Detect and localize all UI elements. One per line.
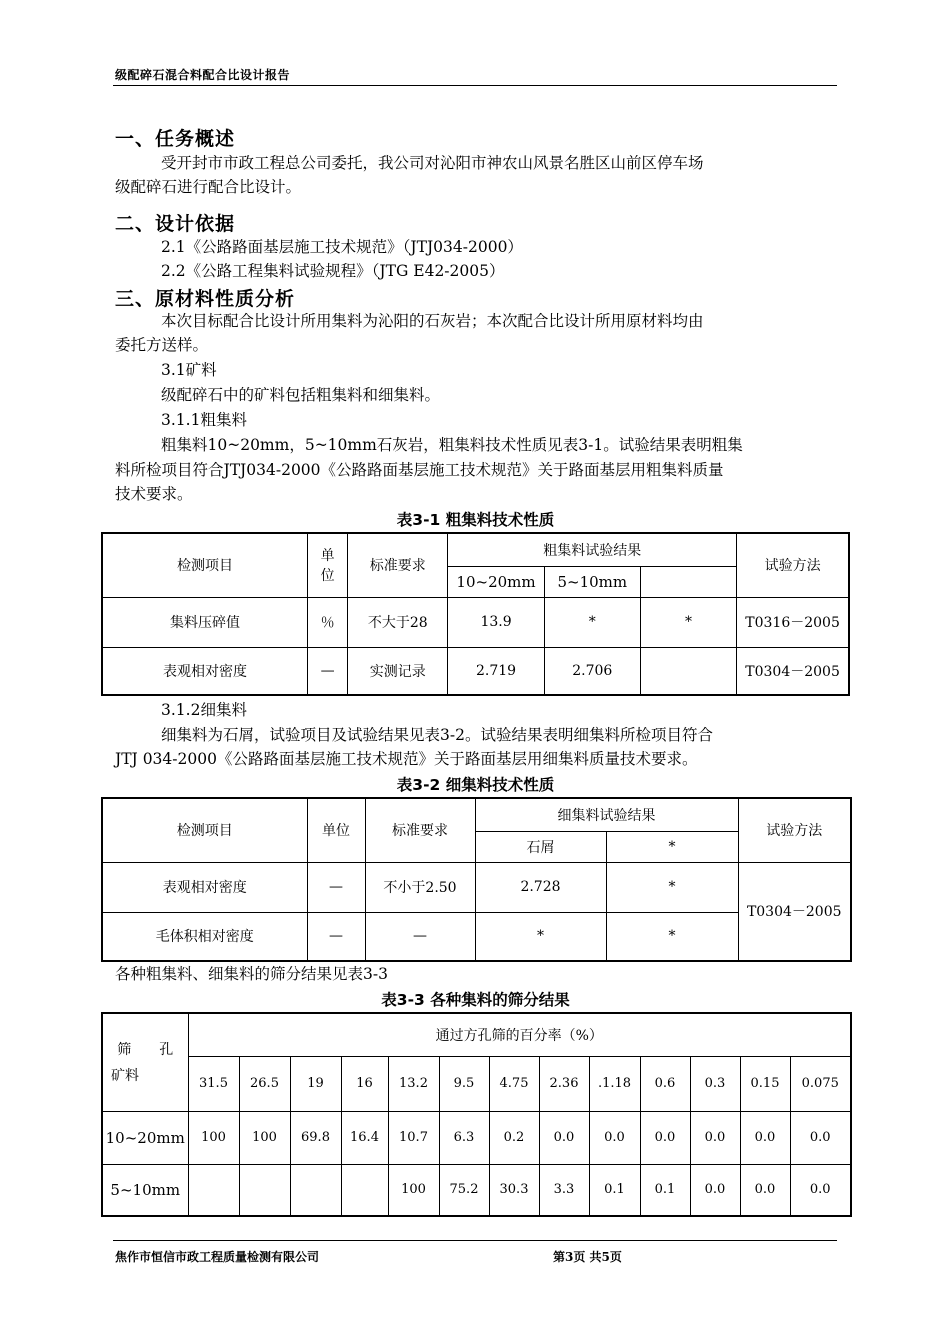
t3-corner-mineral: 矿料 [111,1068,139,1085]
subsection-3-1-1-line2: 料所检项目符合JTJ034-2000《公路路面基层施工技术规范》关于路面基层用粗集料质量 [115,461,724,479]
section-2-item-1: 2.1《公路路面基层施工技术规范》（JTJ034-2000） [161,238,523,256]
subsection-3-1-1-title: 3.1.1粗集料 [161,411,247,429]
t3-value-cell [239,1164,290,1216]
t3-size-cell: 0.6 [640,1056,690,1111]
t1-header-result: 粗集料试验结果 [448,533,737,566]
footer-page-number: 第3页 共5页 [553,1250,622,1264]
t3-value-cell: 75.2 [439,1164,489,1216]
table-3-2 [101,797,852,962]
t3-r2-name: 5~10mm [102,1164,188,1216]
t1-r2-v1: 2.719 [448,647,544,695]
section-3-para-line2: 委托方送样。 [115,336,209,354]
subsection-3-1-1-line1: 粗集料10~20mm，5~10mm石灰岩，粗集料技术性质见表3-1。试验结果表明粗集 [161,436,743,454]
t3-value-cell: 100 [188,1111,239,1164]
t2-header-material-2: * [606,831,738,862]
t3-size-cell: 9.5 [439,1056,489,1111]
t2-r1-unit: — [307,862,365,912]
section-1-para-line2: 级配碎石进行配合比设计。 [115,178,302,196]
t1-r1-item: 集料压碎值 [102,597,308,647]
t3-value-cell: 100 [239,1111,290,1164]
t3-value-cell: 16.4 [341,1111,388,1164]
subsection-3-1-para: 级配碎石中的矿料包括粗集料和细集料。 [161,386,441,404]
t3-value-cell: 0.0 [690,1111,740,1164]
t3-r1-name: 10~20mm [102,1111,188,1164]
subsection-3-1-1-line3: 技术要求。 [115,485,193,503]
t1-r1-std: 不大于28 [348,597,448,647]
t3-size-cell: 0.3 [690,1056,740,1111]
section-1-para-line1: 受开封市市政工程总公司委托，我公司对沁阳市神农山风景名胜区山前区停车场 [161,154,704,172]
t3-value-cell: 0.0 [790,1164,851,1216]
t3-value-cell [290,1164,341,1216]
t3-value-cell: 30.3 [489,1164,539,1216]
t1-r1-v1: 13.9 [448,597,544,647]
t3-size-cell: 31.5 [188,1056,239,1111]
section-3-title: 三、原材料性质分析 [115,288,296,310]
t2-header-item: 检测项目 [102,798,307,862]
sieve-intro: 各种粗集料、细集料的筛分结果见表3-3 [115,965,388,983]
table-3-1-caption: 表3-1 粗集料技术性质 [396,511,555,529]
t3-value-cell: 0.0 [589,1111,640,1164]
subsection-3-1-2-title: 3.1.2细集料 [161,701,247,719]
t2-r1-item: 表观相对密度 [102,862,307,912]
t3-size-cell: 0.075 [790,1056,851,1111]
table-row [102,597,849,647]
t3-size-cell: 2.36 [539,1056,589,1111]
t2-r1-v1: 2.728 [475,862,606,912]
subsection-3-1-2-line2: JTJ 034-2000《公路路面基层施工技术规范》关于路面基层用细集料质量技术要求。 [115,750,698,768]
t3-value-cell: 10.7 [388,1111,439,1164]
section-2-title: 二、设计依据 [115,213,236,235]
t2-header-standard: 标准要求 [365,798,475,862]
t3-header-pass: 通过方孔筛的百分率（%） [188,1013,851,1056]
t3-size-cell: 16 [341,1056,388,1111]
table-row [102,1164,851,1216]
t3-value-cell: 0.1 [640,1164,690,1216]
table-row [102,1111,851,1164]
section-1-title: 一、任务概述 [115,128,236,150]
t2-r2-v2: * [606,912,738,961]
t2-method: T0304－2005 [738,862,851,961]
t2-r1-std: 不小于2.50 [365,862,475,912]
t3-value-cell: 0.1 [589,1164,640,1216]
footer-company: 焦作市恒信市政工程质量检测有限公司 [115,1250,320,1264]
t1-r1-v2: * [544,597,640,647]
t2-r2-unit: — [307,912,365,961]
t1-header-item: 检测项目 [102,533,308,597]
t3-corner [102,1013,188,1111]
subsection-3-1-title: 3.1矿料 [161,361,217,379]
table-3-3-caption: 表3-3 各种集料的筛分结果 [381,991,570,1009]
t1-header-size-1: 10~20mm [448,566,544,597]
t3-value-cell: 0.0 [790,1111,851,1164]
page-header-title: 级配碎石混合料配合比设计报告 [115,68,291,82]
t2-r2-std: — [365,912,475,961]
header-rule [113,85,837,86]
t3-value-cell [341,1164,388,1216]
t3-size-cell: .1.18 [589,1056,640,1111]
table-3-1 [101,532,850,696]
t1-r2-unit: — [308,647,348,695]
section-2-item-2: 2.2《公路工程集料试验规程》（JTG E42-2005） [161,262,505,280]
t2-r2-item: 毛体积相对密度 [102,912,307,961]
t1-r2-std: 实测记录 [348,647,448,695]
t3-size-cell: 13.2 [388,1056,439,1111]
table-3-3 [101,1012,852,1217]
table-row [102,862,851,912]
t3-value-cell [188,1164,239,1216]
t1-r1-unit: ％ [308,597,348,647]
t3-value-cell: 0.2 [489,1111,539,1164]
t2-r2-v1: * [475,912,606,961]
t3-value-cell: 100 [388,1164,439,1216]
t2-header-unit: 单位 [307,798,365,862]
t2-header-material-1: 石屑 [475,831,606,862]
t3-value-cell: 0.0 [740,1111,790,1164]
t3-value-cell: 6.3 [439,1111,489,1164]
t3-corner-sieve: 筛 孔 [117,1042,174,1059]
t3-value-cell: 0.0 [690,1164,740,1216]
t1-r2-method: T0304－2005 [737,647,849,695]
t3-value-cell: 69.8 [290,1111,341,1164]
t1-header-standard: 标准要求 [348,533,448,597]
footer-rule [113,1240,837,1241]
table-3-2-caption: 表3-2 细集料技术性质 [396,776,555,794]
t1-header-method: 试验方法 [737,533,849,597]
t1-header-size-2: 5~10mm [544,566,640,597]
t1-r1-method: T0316－2005 [737,597,849,647]
t3-value-cell: 0.0 [539,1111,589,1164]
t1-r2-v2: 2.706 [544,647,640,695]
t3-size-cell: 0.15 [740,1056,790,1111]
t3-value-cell: 0.0 [640,1111,690,1164]
t1-header-size-3 [640,566,736,597]
t1-header-unit: 单 位 [308,533,348,597]
t2-header-method: 试验方法 [738,798,851,862]
t2-header-result: 细集料试验结果 [475,798,738,831]
t3-value-cell: 0.0 [740,1164,790,1216]
t1-r1-v3: * [640,597,736,647]
t3-value-cell: 3.3 [539,1164,589,1216]
section-3-para-line1: 本次目标配合比设计所用集料为沁阳的石灰岩；本次配合比设计所用原材料均由 [161,312,704,330]
subsection-3-1-2-line1: 细集料为石屑，试验项目及试验结果见表3-2。试验结果表明细集料所检项目符合 [161,726,713,744]
table-row [102,647,849,695]
t3-size-cell: 19 [290,1056,341,1111]
t3-size-cell: 4.75 [489,1056,539,1111]
t2-r1-v2: * [606,862,738,912]
t3-size-cell: 26.5 [239,1056,290,1111]
t3-size-row [102,1056,851,1111]
t1-r2-item: 表观相对密度 [102,647,308,695]
t1-r2-v3 [640,647,736,695]
